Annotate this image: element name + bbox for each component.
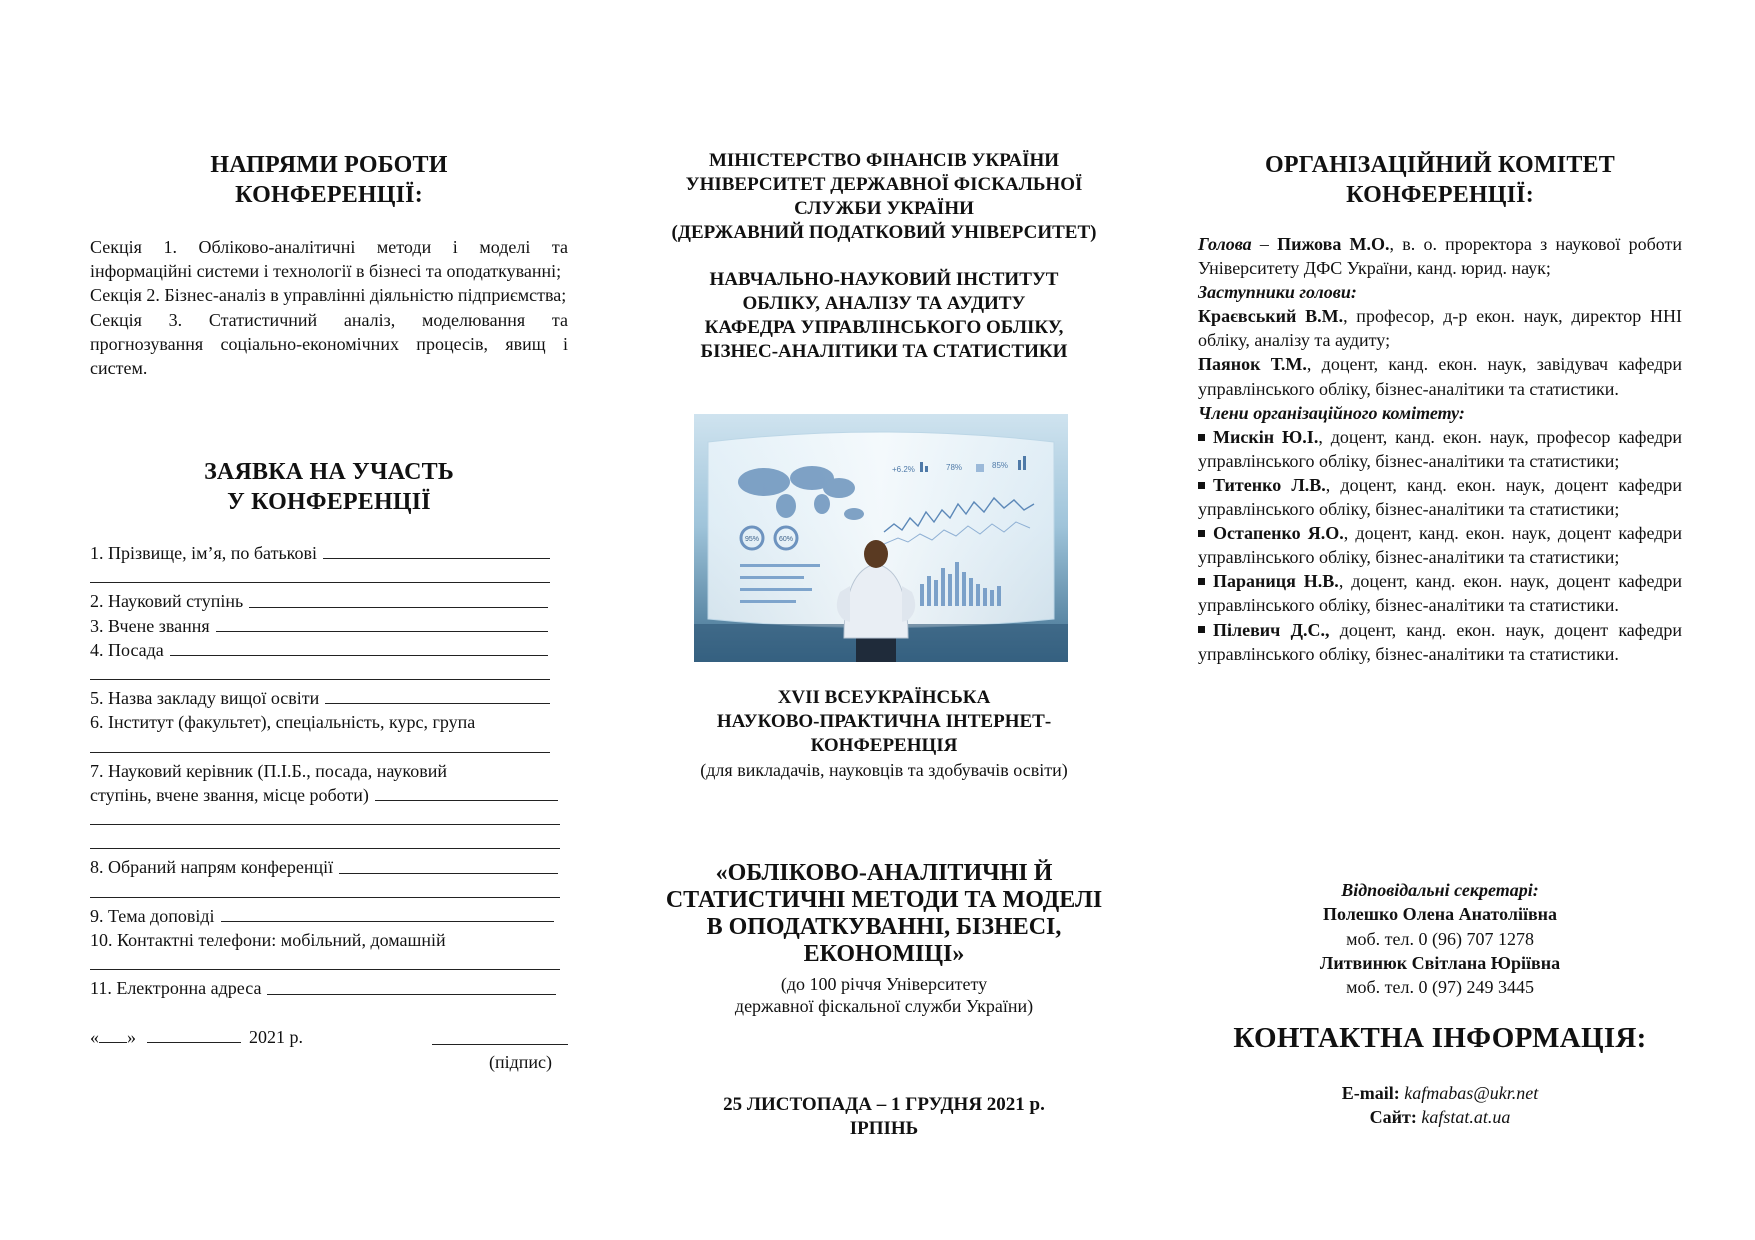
day-blank[interactable] — [99, 1029, 127, 1043]
form-line[interactable] — [90, 752, 550, 753]
signature-caption: (підпис) — [488, 1052, 552, 1072]
anniversary-line: (до 100 річчя Університету — [780, 974, 988, 994]
committee-title-line-2: КОНФЕРЕНЦІЇ: — [1346, 182, 1534, 208]
member-name: Параниця Н.В. — [1213, 571, 1339, 592]
indicator-label: 85% — [992, 461, 1009, 470]
form-line[interactable] — [90, 679, 550, 680]
member-item — [1198, 473, 1682, 521]
email-label: E-mail: — [1341, 1083, 1400, 1103]
gauge-label: 60% — [778, 536, 794, 543]
email-link[interactable]: kafmabas@ukr.net — [1404, 1083, 1539, 1103]
section-item: Секція 1. Обліково-аналітичні методи і моделі та інформаційні системи і технології в бізнесі та оподаткуванні; — [90, 237, 568, 282]
gauge-label: 95% — [744, 536, 760, 543]
university-line: УНІВЕРСИТЕТ ДЕРЖАВНОЇ ФІСКАЛЬНОЇ — [685, 174, 1083, 195]
application-form — [90, 541, 568, 1001]
application-title-line-1: ЗАЯВКА НА УЧАСТЬ — [204, 459, 454, 485]
member-name: Мискін Ю.І. — [1213, 426, 1319, 447]
conference-type — [646, 686, 1122, 782]
form-row-continuation[interactable] — [90, 831, 560, 855]
form-row-continuation[interactable] — [90, 662, 550, 686]
member-description: доцент, канд. екон. наук, доцент кафедри управлінського обліку, бізнес-аналітики та статистики. — [1198, 619, 1682, 664]
form-line[interactable] — [90, 897, 560, 898]
directions-title — [90, 150, 568, 210]
bullet-icon — [1198, 626, 1205, 633]
member-item — [1198, 569, 1682, 617]
application-title — [90, 457, 568, 517]
directions-title-line-2: КОНФЕРЕНЦІЇ: — [235, 182, 423, 208]
conference-city: ІРПІНЬ — [849, 1118, 919, 1139]
member-description: , доцент, канд. екон. наук, професор кафедри управлінського обліку, бізнес-аналітики та статистики; — [1198, 426, 1682, 471]
secretaries-label: Відповідальні секретарі: — [1341, 880, 1539, 900]
deputy-item — [1198, 352, 1682, 400]
date-field[interactable] — [90, 1027, 303, 1048]
form-line[interactable] — [90, 848, 560, 849]
university-line: СЛУЖБИ УКРАЇНИ — [794, 198, 974, 219]
ministry-line: МІНІСТЕРСТВО ФІНАНСІВ УКРАЇНИ — [708, 150, 1060, 171]
email-row — [1198, 1081, 1682, 1105]
form-row-title[interactable] — [90, 614, 548, 638]
form-label-supervisor: 7. Науковий керівник (П.І.Б., посада, науковий — [90, 760, 448, 781]
form-row-continuation[interactable] — [90, 880, 560, 904]
signature-line[interactable] — [432, 1044, 568, 1045]
university-alias-line: (ДЕРЖАВНИЙ ПОДАТКОВИЙ УНІВЕРСИТЕТ) — [671, 222, 1097, 243]
date-year: 2021 р. — [249, 1027, 303, 1047]
form-line[interactable] — [90, 969, 560, 970]
committee-title — [1198, 150, 1682, 210]
conference-title — [646, 860, 1122, 968]
department-line: КАФЕДРА УПРАВЛІНСЬКОГО ОБЛІКУ, — [704, 317, 1064, 338]
sections-list — [90, 235, 568, 380]
conference-title-line: «ОБЛІКОВО-АНАЛІТИЧНІ Й — [715, 860, 1053, 886]
form-row-phones — [90, 928, 558, 952]
head-name: Пижова М.О. — [1277, 234, 1390, 254]
form-label-academic-title: 3. Вчене звання — [90, 615, 210, 636]
form-label-position: 4. Посада — [90, 639, 164, 660]
section-item: Секція 2. Бізнес-аналіз в управлінні діяльністю підприємства; — [90, 285, 567, 306]
form-line[interactable] — [221, 921, 554, 922]
member-item — [1198, 618, 1682, 666]
month-blank[interactable] — [147, 1029, 241, 1043]
contact-block — [1198, 1081, 1682, 1130]
member-name: Пілевич Д.С., — [1213, 619, 1330, 640]
committee-list — [1198, 232, 1682, 666]
form-label-phones: 10. Контактні телефони: мобільний, домашній — [90, 929, 446, 950]
conference-title-line: В ОПОДАТКУВАННІ, БІЗНЕСІ, — [706, 914, 1062, 940]
conference-dates: 25 ЛИСТОПАДА – 1 ГРУДНЯ 2021 р. — [723, 1094, 1045, 1115]
form-label-topic: 9. Тема доповіді — [90, 905, 215, 926]
form-label-direction: 8. Обраний напрям конференції — [90, 857, 334, 878]
form-line[interactable] — [325, 703, 550, 704]
form-row-position[interactable] — [90, 638, 548, 662]
analytics-dashboard-image — [694, 414, 1068, 662]
head-description: , в. о. проректора з наукової роботи Університету ДФС України, канд. юрид. наук; — [1198, 234, 1682, 279]
deputies-label-text: Заступники голови: — [1198, 282, 1357, 303]
member-description: , доцент, канд. екон. наук, доцент кафедри управлінського обліку, бізнес-аналітики та статистики; — [1198, 523, 1682, 568]
deputy-item — [1198, 304, 1682, 352]
date-quote-open: « — [90, 1027, 99, 1047]
anniversary-note — [646, 973, 1122, 1017]
secretary-phone[interactable]: моб. тел. 0 (96) 707 1278 — [1346, 928, 1534, 949]
institute-line: НАВЧАЛЬНО-НАУКОВИЙ ІНСТИТУТ — [709, 269, 1059, 290]
application-title-line-2: У КОНФЕРЕНЦІЇ — [227, 489, 431, 515]
member-name: Остапенко Я.О. — [1213, 523, 1344, 544]
indicator-label: +6.2% — [892, 465, 915, 474]
directions-title-line-1: НАПРЯМИ РОБОТИ — [210, 152, 448, 178]
deputies-label — [1198, 280, 1682, 304]
section-item: Секція 3. Статистичний аналіз, моделювання та прогнозування соціально-економічних процесів, явищ і систем. — [90, 309, 568, 379]
audience-note: (для викладачів, науковців та здобувачів освіти) — [700, 760, 1068, 780]
ministry-header — [646, 149, 1122, 245]
form-row-direction[interactable] — [90, 855, 558, 879]
form-row-institution[interactable] — [90, 686, 550, 710]
form-line[interactable] — [90, 582, 550, 583]
form-label-email: 11. Електронна адреса — [90, 978, 262, 999]
member-item — [1198, 521, 1682, 569]
head-label: Голова — [1198, 234, 1252, 254]
site-label: Сайт: — [1369, 1107, 1417, 1128]
deputy-description: , доцент, канд. екон. наук, завідувач кафедри управлінського обліку, бізнес-аналітики та статистики. — [1198, 354, 1682, 399]
form-row-continuation[interactable] — [90, 807, 560, 831]
bullet-icon — [1198, 578, 1205, 585]
conference-line: НАУКОВО-ПРАКТИЧНА ІНТЕРНЕТ- — [716, 711, 1052, 732]
secretaries-block — [1198, 878, 1682, 999]
form-row-continuation[interactable] — [90, 952, 560, 976]
form-label-degree: 2. Науковий ступінь — [90, 591, 244, 612]
contact-title: КОНТАКТНА ІНФОРМАЦІЯ: — [1233, 1022, 1647, 1054]
department-line: БІЗНЕС-АНАЛІТИКИ ТА СТАТИСТИКИ — [700, 341, 1068, 362]
form-line[interactable] — [323, 558, 550, 559]
form-line[interactable] — [375, 800, 558, 801]
form-line[interactable] — [267, 994, 556, 995]
institute-line: ОБЛІКУ, АНАЛІЗУ ТА АУДИТУ — [742, 293, 1026, 314]
date-quote-close: » — [127, 1027, 136, 1047]
institute-header — [646, 268, 1122, 364]
committee-head — [1198, 232, 1682, 280]
form-line[interactable] — [339, 873, 558, 874]
conference-line: КОНФЕРЕНЦІЯ — [810, 735, 958, 756]
form-label-faculty: 6. Інститут (факультет), спеціальність, курс, група — [90, 712, 476, 733]
member-description: , доцент, канд. екон. наук, доцент кафедри управлінського обліку, бізнес-аналітики та статистики. — [1198, 571, 1682, 616]
form-row-continuation[interactable] — [90, 735, 550, 759]
form-line[interactable] — [216, 631, 548, 632]
head-dash: – — [1251, 234, 1278, 254]
member-item — [1198, 425, 1682, 473]
form-label-institution: 5. Назва закладу вищої освіти — [90, 688, 320, 709]
form-line[interactable] — [170, 655, 548, 656]
form-line[interactable] — [249, 607, 548, 608]
conference-line: XVII ВСЕУКРАЇНСЬКА — [777, 687, 991, 708]
form-row-degree[interactable] — [90, 589, 548, 613]
committee-title-line-1: ОРГАНІЗАЦІЙНИЙ КОМІТЕТ — [1265, 152, 1615, 178]
form-row-topic[interactable] — [90, 904, 554, 928]
members-label — [1198, 401, 1682, 425]
bullet-icon — [1198, 482, 1205, 489]
site-link[interactable]: kafstat.at.ua — [1421, 1107, 1511, 1128]
date-signature-row — [90, 1027, 568, 1051]
dates-location — [646, 1093, 1122, 1141]
bullet-icon — [1198, 530, 1205, 537]
anniversary-line: державної фіскальної служби України) — [734, 996, 1034, 1016]
site-row — [1198, 1105, 1682, 1129]
secretary-name: Литвинюк Світлана Юріївна — [1319, 952, 1561, 973]
form-label-supervisor-details: ступінь, вчене звання, місце роботи) — [90, 784, 369, 805]
deputy-description: , професор, д-р екон. наук, директор ННІ обліку, аналізу та аудиту; — [1198, 306, 1682, 351]
form-label-name: 1. Прізвище, ім’я, по батькові — [90, 542, 317, 563]
form-row-continuation[interactable] — [90, 565, 550, 589]
secretary-name: Полешко Олена Анатоліївна — [1322, 904, 1558, 925]
analytics-illustration — [694, 414, 1068, 662]
bullet-icon — [1198, 434, 1205, 441]
form-row-email[interactable] — [90, 976, 556, 1000]
members-label-text: Члени організаційного комітету: — [1198, 402, 1465, 423]
form-row-name[interactable] — [90, 541, 550, 565]
indicator-label: 78% — [946, 463, 963, 472]
form-row-supervisor — [90, 759, 550, 783]
form-row-supervisor-cont[interactable] — [90, 783, 558, 807]
deputy-name: Краєвський В.М. — [1198, 306, 1344, 327]
deputy-name: Паянок Т.М. — [1198, 354, 1307, 375]
conference-title-line: ЕКОНОМІЦІ» — [803, 941, 965, 967]
member-description: , доцент, канд. екон. наук, доцент кафедри управлінського обліку, бізнес-аналітики та статистики; — [1198, 474, 1682, 520]
member-name: Титенко Л.В. — [1213, 474, 1326, 495]
form-line[interactable] — [90, 824, 560, 825]
form-row-faculty — [90, 710, 550, 734]
secretary-phone[interactable]: моб. тел. 0 (97) 249 3445 — [1346, 977, 1534, 998]
conference-title-line: СТАТИСТИЧНІ МЕТОДИ ТА МОДЕЛІ — [665, 887, 1103, 913]
